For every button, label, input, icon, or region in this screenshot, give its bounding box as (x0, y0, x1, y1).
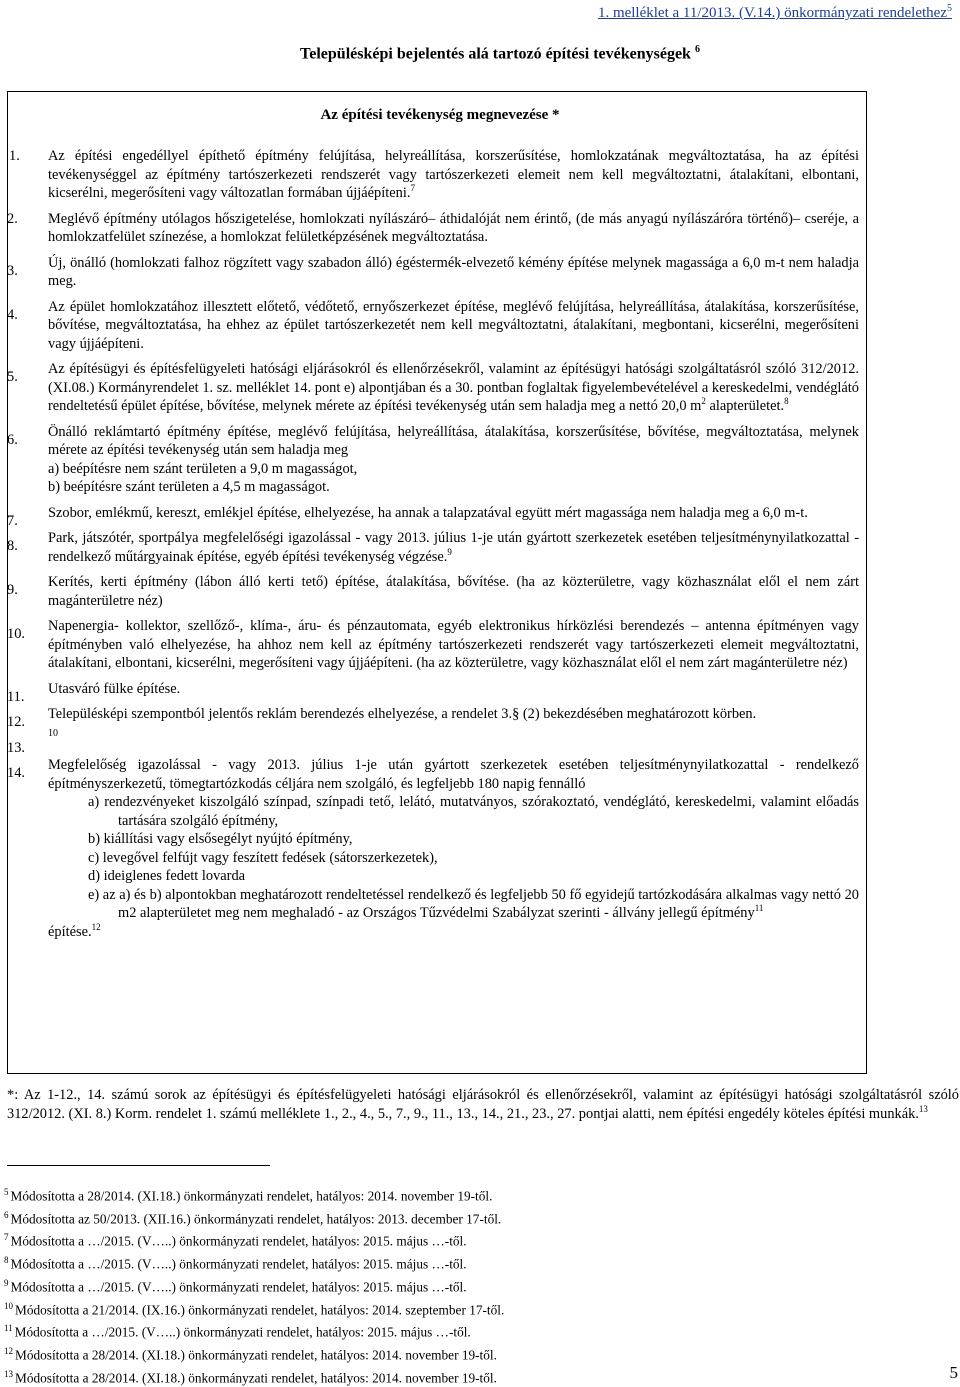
item-number: 14. (7, 765, 25, 781)
sub-item: a) beépítésre nem szánt területen a 9,0 m magasságot, (48, 460, 358, 477)
item-text: Az építési engedéllyel építhető építmény felújítása, helyreállítása, korszerűsítése, homlokzatának megváltoztatása, ha az építési tevékenységgel az építmény tartószerkezeti rendszerét vagy tartószerkezeti elemeit nem kell megváltoztatni, átalakítani, elbontani, kicserélni, megerősíteni vagy változatlan formában újjáépíteni. (48, 148, 859, 201)
footnote-number: 12 (4, 1346, 13, 1357)
footnote-number: 13 (4, 1368, 13, 1379)
item-text: Új, önálló (homlokzati falhoz rögzített vagy szabadon álló) égéstermék-elvezető kémény építése melynek magassága a 6,0 m-t nem haladja meg. (48, 254, 859, 289)
footnotes (4, 1183, 904, 1387)
item-text: Kerítés, kerti építmény (lábon álló kerti tető) építése, átalakítása, bővítése. (ha az közterületre, vagy közhasználat elől el nem zárt magánterületre néz) (48, 574, 859, 609)
asterisk-note (7, 1086, 959, 1124)
list-item (7, 360, 859, 416)
footnote-text: Módosította a …/2015. (V…..) önkormányzati rendelet, hatályos: 2015. május …-től. (10, 1233, 467, 1249)
item-text: Szobor, emlékmű, kereszt, emlékjel építése, elhelyezése, ha annak a talapzatával együtt mért magassága nem haladja meg a 6,0 m-t. (48, 504, 808, 521)
footnote-ref: 8 (784, 396, 789, 407)
list-item (7, 573, 859, 610)
document-title (0, 44, 960, 63)
footnote-separator (7, 1165, 270, 1166)
footnote-number: 8 (4, 1255, 9, 1266)
footnote (4, 1365, 904, 1387)
item-number: 4. (7, 306, 18, 323)
footnote-number: 7 (4, 1232, 9, 1243)
footnote-text: Módosította a …/2015. (V…..) önkormányzati rendelet, hatályos: 2015. május …-től. (14, 1324, 471, 1340)
footnote-ref: 10 (48, 727, 58, 739)
footnote-text: Módosította a 28/2014. (XI.18.) önkormányzati rendelet, hatályos: 2014. november 19-től. (10, 1188, 493, 1204)
footnote-ref: 13 (918, 1104, 928, 1115)
sub-item: b) beépítésre szánt területen a 4,5 m magasságot. (48, 479, 330, 495)
page-header (598, 3, 952, 22)
footnote (4, 1228, 904, 1251)
item-number: 1. (9, 148, 20, 164)
footnote (4, 1297, 904, 1320)
title-footnote-ref: 6 (694, 44, 700, 55)
item-tail-text: építése. (48, 923, 92, 940)
list-item (7, 423, 859, 497)
header-text: 1. melléklet a 11/2013. (V.14.) önkormányzati rendelethez (597, 5, 947, 21)
sub-item: a) rendezvényeket kiszolgáló színpad, színpadi tető, lelátó, mutatványos, szórakoztató, vendéglátó, kereskedelmi, valamint előadás tartására szolgáló építmény, (88, 794, 859, 829)
list-item (7, 756, 859, 941)
item-text-continued: alapterületet. (705, 398, 785, 414)
footnote-number: 6 (4, 1209, 9, 1220)
footnote (4, 1274, 904, 1297)
item-number: 12. (7, 714, 25, 730)
title-text: Településképi bejelentés alá tartozó építési tevékenységek (300, 45, 691, 63)
footnote (4, 1251, 904, 1274)
item-number: 7. (7, 512, 18, 529)
item-text: Park, játszótér, sportpálya megfelelőségi igazolással - vagy 2013. július 1-je után gyártott szerkezetek esetében teljesítménynyilatkozattal - rendelkező műtárgyainak építése, egyéb építési tevékenység végzése. (48, 530, 859, 565)
item-text: Napenergia- kollektor, szellőző-, klíma-, áru- és pénzautomata, egyéb elektronikus hírközlési berendezés – antenna építményen vagy építményben való elhelyezése, ha ahhoz nem kell az építmény tartószerkezeti rendszerét vagy tartószerkezeti elemeit megváltoztatni, átalakítani, elbontani, kicserélni, megerősíteni vagy újjáépíteni. (ha az közterületre, vagy közhasználat elől el nem zárt magánterületre néz) (48, 618, 859, 671)
footnote (4, 1206, 904, 1229)
sub-item: e) az a) és b) alpontokban meghatározott rendeltetéssel rendelkező és legfeljebb 50 fő egyidejű tartózkodására alkalmas vagy nettó 20 m2 alapterületet meg nem meghaladó - az Országos Tűzvédelmi Szabályzat szerinti - állvány jellegű építmény (88, 886, 859, 921)
unit-superscript: 2 (701, 396, 706, 407)
footnote-ref: 7 (410, 183, 415, 194)
footnote-number: 9 (4, 1277, 9, 1288)
item-number: 8. (7, 538, 18, 554)
footnote-ref: 9 (447, 546, 452, 557)
footnote-text: Módosította a 28/2014. (XI.18.) önkormányzati rendelet, hatályos: 2014. november 19-től. (15, 1347, 497, 1363)
item-number: 13. (7, 739, 25, 756)
footnote (4, 1319, 904, 1342)
item-number: 10. (7, 626, 25, 642)
footnote-text: Módosította a …/2015. (V…..) önkormányzati rendelet, hatályos: 2015. május …-től. (10, 1256, 467, 1272)
asterisk-note-text: *: Az 1-12., 14. számú sorok az építésügyi és építésfelügyeleti hatósági eljárásokról és ellenőrzésekről, valamint az építésügyi hatósági szolgáltatásról szóló 312/2012. (XI. 8.) Korm. rendelet 1. számú melléklete 1., 2., 4., 5., 7., 9., 11., 13., 14., 21., 23., 27. pontjai alatti, nem építési engedély köteles építési munkák. (7, 1087, 959, 1122)
footnote (4, 1342, 904, 1365)
item-text: Utasváró fülke építése. (48, 680, 181, 697)
list-item (7, 298, 859, 354)
item-text: Önálló reklámtartó építmény építése, meglévő felújítása, helyreállítása, átalakítása, korszerűsítése, bővítése, megváltoztatása, melynek mérete az építési tevékenység után sem haladja meg (48, 423, 859, 458)
item-text: Az építésügyi és építésfelügyeleti hatósági eljárásokról és ellenőrzésekről, valamint az építésügyi hatósági szolgáltatásról szóló 312/2012. (XI.08.) Kormányrendelet 1. sz. melléklet 14. pont e) alpontjában és a 30. pontban foglaltak figyelembevételével a kereskedelmi, vendéglátó rendeltetésű épület építése, bővítése, melynek mérete az építési tevékenység után sem haladja meg a nettó 20,0 m (48, 361, 859, 414)
page-number: 5 (949, 1363, 958, 1382)
item-number: 5. (7, 369, 18, 385)
table-column-header: Az építési tevékenység megnevezése * (320, 107, 560, 123)
header-footnote-ref: 5 (947, 3, 952, 14)
list-item (7, 705, 859, 730)
item-number: 11. (7, 688, 25, 705)
list-item (7, 680, 859, 705)
footnote-ref: 11 (754, 903, 764, 914)
footnote-number: 10 (4, 1300, 13, 1311)
sub-item: b) kiállítási vagy elsősegélyt nyújtó építmény, (88, 831, 353, 847)
footnote-text: Módosította az 50/2013. (XII.16.) önkormányzati rendelet, hatályos: 2013. december 17-től. (10, 1211, 502, 1227)
footnote-text: Módosította a 21/2014. (IX.16.) önkormányzati rendelet, hatályos: 2014. szeptember 17-től. (15, 1302, 505, 1318)
item-text: Településképi szempontból jelentős reklám berendezés elhelyezése, a rendelet 3.§ (2) bekezdésében meghatározott körben. (48, 706, 757, 722)
activities-list (7, 147, 859, 948)
item-number: 9. (7, 582, 18, 598)
list-item (7, 210, 859, 247)
item-number: 3. (7, 262, 18, 279)
list-item (7, 727, 859, 756)
sub-item: c) levegővel felfújt vagy feszített fedések (sátorszerkezetek), (88, 849, 438, 866)
list-item (7, 504, 859, 529)
list-item (7, 254, 859, 291)
footnote-number: 5 (4, 1187, 9, 1197)
item-text: Az épület homlokzatához illesztett előtető, védőtető, ernyőszerkezet építése, meglévő felújítása, helyreállítása, átalakítása, korszerűsítése, bővítése, megváltoztatása, ha ehhez az épület tartószerkezetét nem kell megváltoztatni, átalakítani, megbontani, kicserélni, megerősíteni vagy újjáépíteni. (48, 298, 859, 352)
item-text: Megfelelőség igazolással - vagy 2013. július 1-je után gyártott szerkezetek esetében teljesítménynyilatkozattal - rendelkező építményszerkezetű, tömegtartózkodás céljára nem szolgáló, és legfeljebb 180 napig fennálló (48, 757, 859, 792)
list-item (7, 147, 859, 203)
footnote (4, 1183, 904, 1206)
footnote-ref: 12 (91, 921, 101, 932)
footnote-text: Módosította a 28/2014. (XI.18.) önkormányzati rendelet, hatályos: 2014. november 19-től. (15, 1370, 497, 1386)
list-item (7, 529, 859, 566)
list-item (7, 617, 859, 673)
item-number: 6. (7, 431, 18, 448)
footnote-text: Módosította a …/2015. (V…..) önkormányzati rendelet, hatályos: 2015. május …-től. (10, 1279, 467, 1295)
item-text: Meglévő építmény utólagos hőszigetelése, homlokzati nyílászáró– áthidalóját nem érintő, (de más anyagú nyílászáróra történő)– cseréje, a homlokzatfelület színezése, a homlokzat felületképzésének megváltoztatása. (48, 210, 859, 245)
item-number: 2. (7, 210, 18, 227)
sub-item: d) ideiglenes fedett lovarda (88, 868, 246, 884)
footnote-number: 11 (4, 1323, 13, 1334)
